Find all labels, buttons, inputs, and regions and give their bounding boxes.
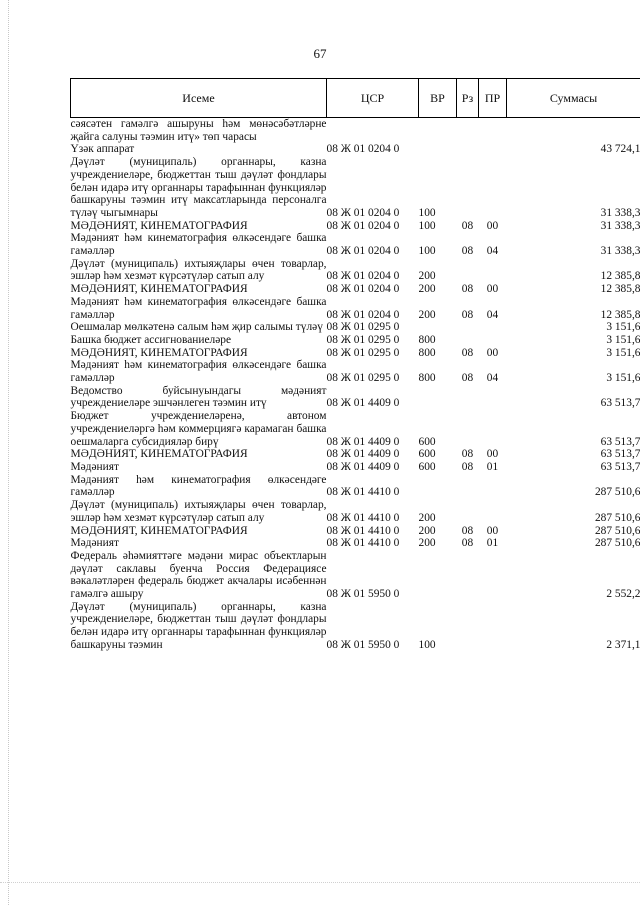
cell-name: Дәүләт (муниципаль) ихтыяҗлары өчен товарлар, эшләр һәм хезмәт күрсәтүләр сатып алу xyxy=(70,257,327,283)
cell-rz: 08 xyxy=(461,524,474,537)
cell-sum: 287 510,6 xyxy=(594,537,640,550)
header-csr: ЦСР xyxy=(327,79,419,118)
cell-pr xyxy=(479,550,507,601)
cell-csr: 08 Ж 01 0295 0 xyxy=(326,346,400,359)
cell-rz xyxy=(457,143,479,156)
table-row xyxy=(71,321,640,334)
cell-sum: 3 151,6 xyxy=(606,333,640,346)
cell-vr: 200 xyxy=(418,537,436,550)
cell-csr: 08 Ж 01 0295 0 xyxy=(326,321,400,334)
table-row xyxy=(71,283,640,296)
cell-rz: 08 xyxy=(461,448,474,461)
cell-vr: 100 xyxy=(418,245,436,258)
table-row xyxy=(71,461,640,474)
cell-name: Мәдәният һәм кинематография өлкәсендәге башка гамәлләр xyxy=(70,232,327,258)
cell-rz: 08 xyxy=(461,219,474,232)
bottom-dotted-line xyxy=(0,882,640,884)
cell-csr: 08 Ж 01 4410 0 xyxy=(326,486,400,499)
cell-vr: 600 xyxy=(418,448,436,461)
cell-rz xyxy=(457,601,479,652)
cell-pr: 01 xyxy=(486,537,499,550)
cell-name: МӘДӘНИЯТ, КИНЕМАТОГРАФИЯ xyxy=(70,524,248,537)
cell-csr: 08 Ж 01 4409 0 xyxy=(326,460,400,473)
cell-vr: 800 xyxy=(418,372,436,385)
cell-name: Дәүләт (муниципаль) органнары, казна учреждениеләре, бюджеттан тыш дәүләт фондлары белән идарә итү органнары тарафыннан функцияләр башкаруны тәэмин xyxy=(70,600,327,651)
cell-pr: 00 xyxy=(486,448,499,461)
cell-sum: 287 510,6 xyxy=(594,486,640,499)
cell-vr: 200 xyxy=(418,270,436,283)
cell-csr: 08 Ж 01 4410 0 xyxy=(326,537,400,550)
cell-vr: 600 xyxy=(418,460,436,473)
cell-rz xyxy=(457,334,479,347)
cell-pr xyxy=(479,258,507,283)
cell-pr: 00 xyxy=(486,219,499,232)
cell-name: МӘДӘНИЯТ, КИНЕМАТОГРАФИЯ xyxy=(70,283,248,296)
cell-csr: 08 Ж 01 4410 0 xyxy=(326,511,400,524)
cell-vr: 600 xyxy=(418,435,436,448)
cell-vr: 200 xyxy=(418,524,436,537)
cell-vr: 200 xyxy=(418,283,436,296)
cell-name: Мәдәният xyxy=(70,460,119,473)
cell-rz: 08 xyxy=(461,245,474,258)
cell-csr: 08 Ж 01 5950 0 xyxy=(326,588,400,601)
cell-pr xyxy=(479,321,507,334)
cell-rz xyxy=(457,156,479,220)
table-row xyxy=(71,296,640,321)
cell-csr: 08 Ж 01 4409 0 xyxy=(326,397,400,410)
cell-pr: 00 xyxy=(486,346,499,359)
table-row xyxy=(71,410,640,448)
cell-sum: 31 338,3 xyxy=(600,245,640,258)
cell-csr: 08 Ж 01 0204 0 xyxy=(326,245,400,258)
table-row xyxy=(71,232,640,257)
cell-rz xyxy=(457,258,479,283)
table-row xyxy=(71,537,640,550)
cell-pr: 04 xyxy=(486,245,499,258)
cell-name: Мәдәният һәм кинематография өлкәсендәге гамәлләр xyxy=(70,473,327,499)
cell-name: МӘДӘНИЯТ, КИНЕМАТОГРАФИЯ xyxy=(70,219,248,232)
cell-vr: 100 xyxy=(418,206,436,219)
cell-rz: 08 xyxy=(461,537,474,550)
table-row xyxy=(71,258,640,283)
cell-vr xyxy=(419,550,457,601)
cell-pr: 01 xyxy=(486,460,499,473)
cell-name: Мәдәният xyxy=(70,537,119,550)
cell-csr: 08 Ж 01 0204 0 xyxy=(326,143,400,156)
cell-sum xyxy=(507,118,640,144)
cell-pr xyxy=(479,410,507,448)
table-row xyxy=(71,448,640,461)
cell-vr xyxy=(419,321,457,334)
cell-pr xyxy=(479,334,507,347)
cell-name: МӘДӘНИЯТ, КИНЕМАТОГРАФИЯ xyxy=(70,346,248,359)
cell-rz xyxy=(457,474,479,499)
table-row xyxy=(71,601,640,652)
cell-sum: 2 552,2 xyxy=(606,588,640,601)
cell-csr: 08 Ж 01 0204 0 xyxy=(326,270,400,283)
cell-rz xyxy=(457,385,479,410)
table-row xyxy=(71,156,640,220)
cell-vr: 200 xyxy=(418,308,436,321)
cell-sum: 63 513,7 xyxy=(600,435,640,448)
cell-rz xyxy=(457,410,479,448)
cell-csr: 08 Ж 01 4410 0 xyxy=(326,524,400,537)
cell-sum: 12 385,8 xyxy=(600,270,640,283)
cell-rz xyxy=(457,550,479,601)
cell-csr: 08 Ж 01 0295 0 xyxy=(326,372,400,385)
cell-rz xyxy=(457,321,479,334)
cell-sum: 287 510,6 xyxy=(594,524,640,537)
cell-pr: 04 xyxy=(486,308,499,321)
table-row xyxy=(71,220,640,233)
table-row xyxy=(71,143,640,156)
table-row xyxy=(71,525,640,538)
table-row xyxy=(71,474,640,499)
cell-rz: 08 xyxy=(461,308,474,321)
cell-name: Дәүләт (муниципаль) ихтыяҗлары өчен товарлар, эшләр һәм хезмәт күрсәтүләр сатып алу xyxy=(70,499,327,524)
cell-rz: 08 xyxy=(461,346,474,359)
cell-pr xyxy=(479,156,507,220)
cell-pr xyxy=(479,385,507,410)
cell-sum: 3 151,6 xyxy=(606,372,640,385)
cell-rz: 08 xyxy=(461,460,474,473)
cell-vr: 200 xyxy=(418,511,436,524)
cell-pr: 00 xyxy=(486,524,499,537)
cell-name: Мәдәният һәм кинематография өлкәсендәге башка гамәлләр xyxy=(70,359,327,385)
cell-name: Оешмалар мөлкәтенә салым һәм җир салымы түләү xyxy=(70,321,323,334)
cell-csr: 08 Ж 01 0204 0 xyxy=(326,206,400,219)
cell-vr: 100 xyxy=(418,638,436,651)
table-body xyxy=(71,118,640,652)
cell-pr xyxy=(479,499,507,524)
cell-vr: 800 xyxy=(418,333,436,346)
header-vr: ВР xyxy=(419,79,457,118)
cell-pr xyxy=(479,143,507,156)
cell-vr: 800 xyxy=(418,346,436,359)
cell-rz: 08 xyxy=(461,283,474,296)
cell-vr xyxy=(419,143,457,156)
cell-vr: 100 xyxy=(418,219,436,232)
cell-rz: 08 xyxy=(461,372,474,385)
cell-pr: 04 xyxy=(486,372,499,385)
cell-vr xyxy=(419,474,457,499)
cell-name: Федераль әһәмияттәге мәдәни мирас объектларын дәүләт саклавы буенча Россия Федерациясе вәкаләтләрен федераль бюджет акчалары исәбеннән гамәлгә ашыру xyxy=(70,549,327,601)
cell-name: сәясәтен гамәлгә ашыруны һәм мөнәсәбәтләрне җайга салуны тәэмин итү» төп чарасы xyxy=(70,118,327,143)
budget-table xyxy=(70,78,640,652)
cell-sum: 63 513,7 xyxy=(600,460,640,473)
cell-csr: 08 Ж 01 0204 0 xyxy=(326,219,400,232)
table-row xyxy=(71,334,640,347)
cell-name: Мәдәният һәм кинематография өлкәсендәге башка гамәлләр xyxy=(70,295,327,321)
table-row xyxy=(71,550,640,601)
cell-csr: 08 Ж 01 5950 0 xyxy=(326,638,400,651)
cell-sum: 3 151,6 xyxy=(606,321,640,334)
table-row xyxy=(71,499,640,524)
cell-sum: 43 724,1 xyxy=(600,143,640,156)
cell-vr xyxy=(419,118,457,144)
header-pr: ПР xyxy=(479,79,507,118)
cell-name: Ведомство буйсынуындагы мәдәният учреждениеләре эшчәнлеген тәэмин итү xyxy=(70,384,327,410)
cell-sum: 287 510,6 xyxy=(594,511,640,524)
cell-pr: 00 xyxy=(486,283,499,296)
cell-csr xyxy=(327,118,419,144)
margin-dotted-line xyxy=(8,0,10,905)
cell-csr: 08 Ж 01 4409 0 xyxy=(326,435,400,448)
cell-csr: 08 Ж 01 4409 0 xyxy=(326,448,400,461)
table-row xyxy=(71,385,640,410)
cell-sum: 31 338,3 xyxy=(600,206,640,219)
table-row xyxy=(71,347,640,360)
cell-vr xyxy=(419,385,457,410)
cell-name: Үзәк аппарат xyxy=(70,143,135,156)
cell-sum: 63 513,7 xyxy=(600,397,640,410)
cell-pr xyxy=(479,474,507,499)
cell-csr: 08 Ж 01 0204 0 xyxy=(326,308,400,321)
cell-name: Дәүләт (муниципаль) органнары, казна учреждениеләре, бюджеттан тыш дәүләт фондлары белән идарә итү органнары тарафыннан функцияләр башкаруны тәэмин итү максатларында персоналга түләү чыгымнары xyxy=(70,156,327,219)
table-header-row xyxy=(71,79,640,118)
cell-sum: 63 513,7 xyxy=(600,448,640,461)
cell-pr xyxy=(479,601,507,652)
cell-name: МӘДӘНИЯТ, КИНЕМАТОГРАФИЯ xyxy=(70,448,248,461)
header-name: Исеме xyxy=(71,79,327,118)
cell-csr: 08 Ж 01 0295 0 xyxy=(326,333,400,346)
cell-sum: 12 385,8 xyxy=(600,283,640,296)
cell-name: Башка бюджет ассигнованиеләре xyxy=(70,333,232,346)
header-sum: Суммасы xyxy=(507,79,640,118)
cell-rz xyxy=(457,118,479,144)
table-row xyxy=(71,118,640,144)
cell-csr: 08 Ж 01 0204 0 xyxy=(326,283,400,296)
cell-sum: 31 338,3 xyxy=(600,219,640,232)
cell-sum: 2 371,1 xyxy=(606,638,640,651)
cell-sum: 3 151,6 xyxy=(606,346,640,359)
table-row xyxy=(71,359,640,384)
cell-pr xyxy=(479,118,507,144)
header-rz: Рз xyxy=(457,79,479,118)
cell-rz xyxy=(457,499,479,524)
page-number: 67 xyxy=(313,46,327,61)
cell-name: Бюджет учреждениеләренә, автоном учреждениеләргә һәм коммерциягә карамаган башка оешмаларга субсидияләр бирү xyxy=(70,410,327,448)
cell-sum: 12 385,8 xyxy=(600,308,640,321)
